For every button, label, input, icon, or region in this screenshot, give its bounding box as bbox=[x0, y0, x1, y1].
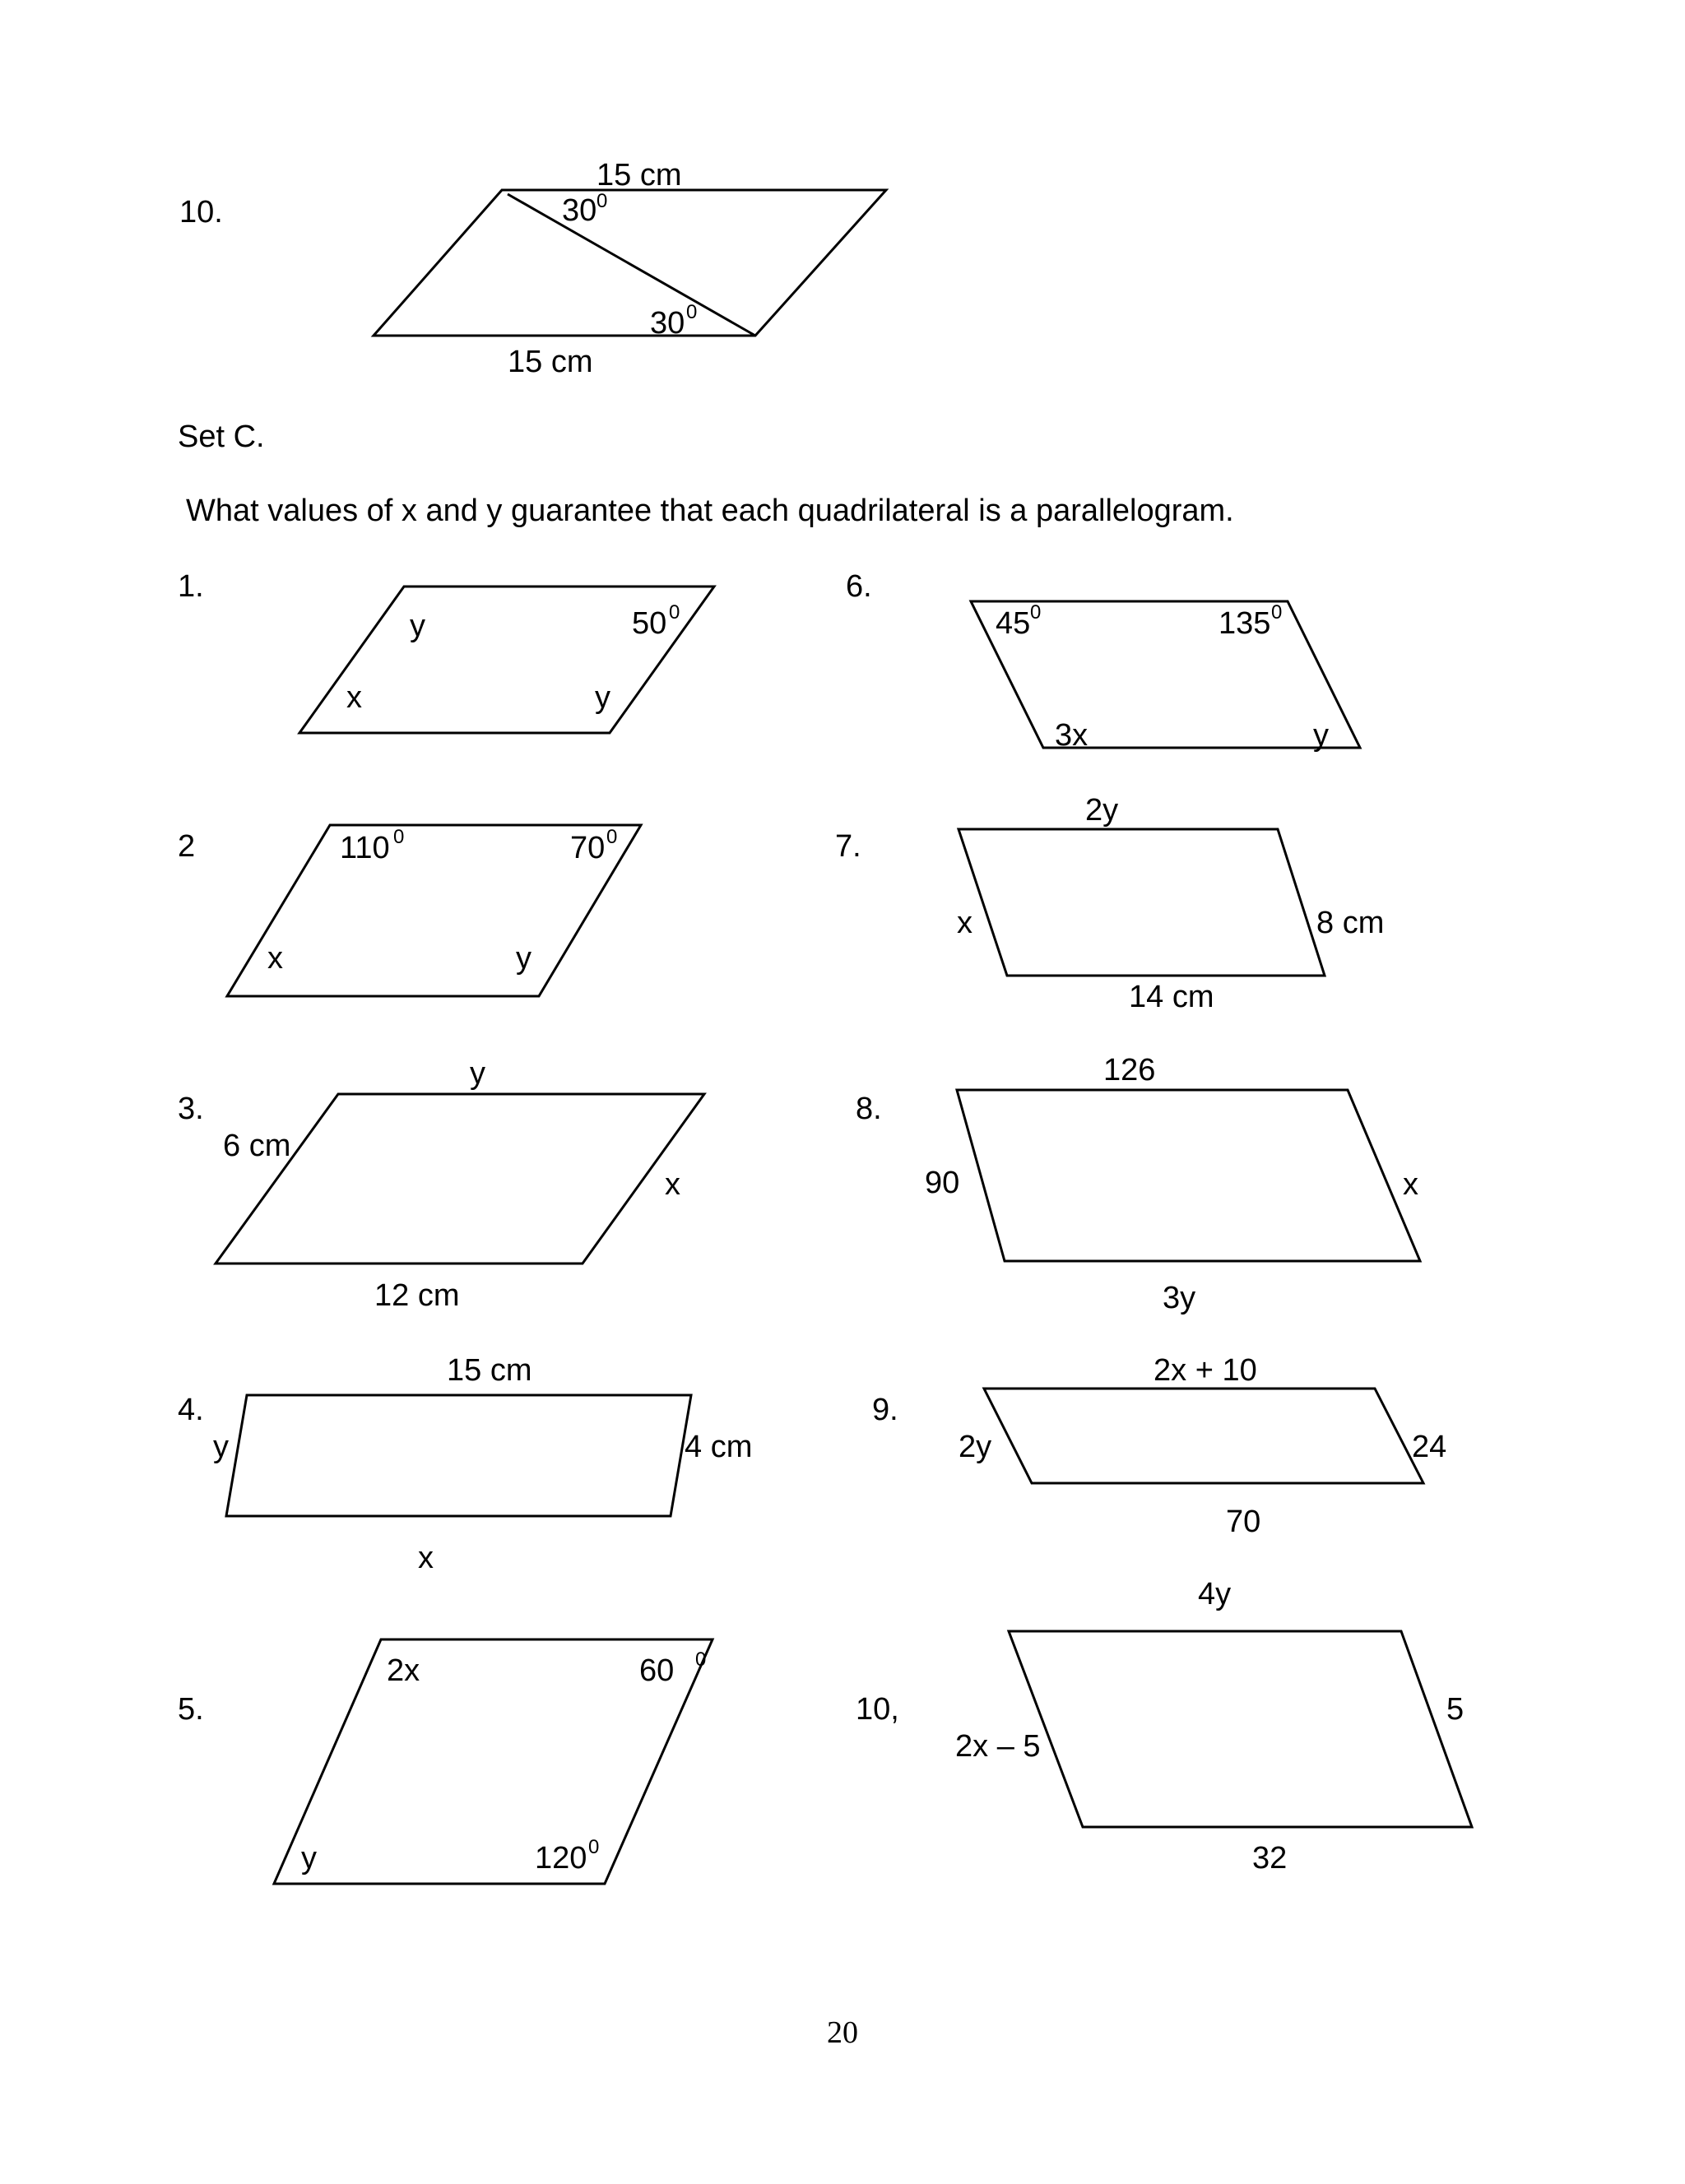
set-title: Set C. bbox=[178, 420, 265, 454]
label-top-left: 2x bbox=[387, 1653, 420, 1688]
label-bottom-right: y bbox=[595, 680, 610, 715]
label-left: 90 bbox=[925, 1166, 960, 1200]
label-left: 2y bbox=[959, 1430, 992, 1464]
label-right: 5 bbox=[1446, 1692, 1465, 1727]
parallelogram bbox=[984, 1389, 1423, 1483]
label-left: x bbox=[957, 906, 972, 940]
problem-6 bbox=[846, 569, 1360, 753]
label-bottom: 14 cm bbox=[1129, 980, 1214, 1014]
label-bottom-right: y bbox=[1313, 718, 1329, 753]
degree-top-right: 0 bbox=[606, 826, 618, 848]
prev-angle-bottom: 30 bbox=[650, 306, 685, 341]
page-number: 20 bbox=[827, 2015, 858, 2050]
label-right: 8 cm bbox=[1316, 906, 1385, 940]
label-bottom-left: y bbox=[301, 1841, 317, 1876]
prev-angle-top: 30 bbox=[562, 193, 597, 228]
problem-1 bbox=[178, 569, 714, 733]
problem-number: 9. bbox=[872, 1393, 898, 1427]
problem-7 bbox=[835, 793, 1384, 1014]
degree-top-left: 0 bbox=[393, 826, 405, 848]
parallelogram bbox=[226, 1395, 691, 1516]
prev-diagonal bbox=[508, 194, 755, 336]
label-right: x bbox=[1403, 1167, 1418, 1202]
instructions: What values of x and y guarantee that each quadrilateral is a parallelogram. bbox=[186, 494, 1234, 528]
label-left: y bbox=[213, 1430, 229, 1464]
label-bottom-right: 120 bbox=[535, 1841, 587, 1876]
label-bottom-right: y bbox=[516, 941, 531, 976]
label-left: 6 cm bbox=[223, 1129, 291, 1163]
prev-problem-10 bbox=[179, 158, 886, 379]
label-top: 15 cm bbox=[447, 1353, 532, 1388]
label-top-right: 50 bbox=[632, 606, 667, 641]
prev-degree-bottom: 0 bbox=[686, 301, 698, 323]
label-top: 126 bbox=[1103, 1053, 1156, 1087]
problem-number: 2 bbox=[178, 829, 196, 864]
label-top-right: 60 bbox=[639, 1653, 675, 1688]
parallelogram bbox=[959, 829, 1325, 976]
label-top: 4y bbox=[1198, 1577, 1232, 1611]
degree-bottom-right: 0 bbox=[588, 1836, 600, 1858]
label-top: 2y bbox=[1085, 793, 1119, 828]
parallelogram bbox=[957, 1090, 1420, 1261]
label-top-right: 135 bbox=[1218, 606, 1271, 641]
label-bottom: 32 bbox=[1252, 1841, 1288, 1876]
label-top-left: 110 bbox=[340, 831, 390, 865]
prev-label-bottom: 15 cm bbox=[508, 345, 593, 379]
label-top-left: y bbox=[410, 609, 425, 643]
label-bottom: 12 cm bbox=[374, 1278, 460, 1313]
problem-number: 6. bbox=[846, 569, 872, 604]
label-bottom: x bbox=[418, 1541, 434, 1575]
label-bottom-left: 3x bbox=[1055, 718, 1089, 753]
problem-5 bbox=[178, 1639, 713, 1884]
problem-8 bbox=[856, 1053, 1420, 1315]
degree-top-left: 0 bbox=[1030, 601, 1042, 624]
label-right: x bbox=[665, 1167, 680, 1202]
prev-problem-number: 10. bbox=[179, 195, 223, 230]
problem-number: 7. bbox=[835, 829, 861, 864]
problem-2 bbox=[178, 825, 641, 996]
label-top: y bbox=[470, 1056, 485, 1091]
label-bottom: 3y bbox=[1163, 1281, 1196, 1315]
prev-degree-top: 0 bbox=[596, 190, 608, 212]
degree-top-right: 0 bbox=[669, 601, 680, 624]
label-top: 2x + 10 bbox=[1154, 1353, 1257, 1388]
label-right: 4 cm bbox=[685, 1430, 753, 1464]
label-top-left: 45 bbox=[996, 606, 1031, 641]
problem-number: 3. bbox=[178, 1092, 204, 1126]
prev-label-top: 15 cm bbox=[596, 158, 682, 192]
problem-number: 10, bbox=[856, 1692, 899, 1727]
parallelogram bbox=[1009, 1631, 1472, 1827]
problem-number: 5. bbox=[178, 1692, 204, 1727]
label-top-right: 70 bbox=[570, 831, 606, 865]
parallelogram bbox=[216, 1094, 704, 1264]
label-bottom-left: x bbox=[267, 941, 283, 976]
problem-4 bbox=[178, 1353, 752, 1575]
label-left: 2x – 5 bbox=[955, 1729, 1041, 1764]
label-right: 24 bbox=[1412, 1430, 1447, 1464]
problem-10 bbox=[856, 1577, 1472, 1876]
degree-top-right: 0 bbox=[1271, 601, 1283, 624]
problem-number: 4. bbox=[178, 1393, 204, 1427]
label-bottom-left: x bbox=[346, 680, 362, 715]
degree-top-right: 0 bbox=[695, 1648, 707, 1671]
problem-number: 1. bbox=[178, 569, 204, 604]
problem-9 bbox=[872, 1353, 1446, 1539]
problem-number: 8. bbox=[856, 1092, 882, 1126]
problem-3 bbox=[178, 1056, 704, 1313]
label-bottom: 70 bbox=[1226, 1505, 1261, 1539]
